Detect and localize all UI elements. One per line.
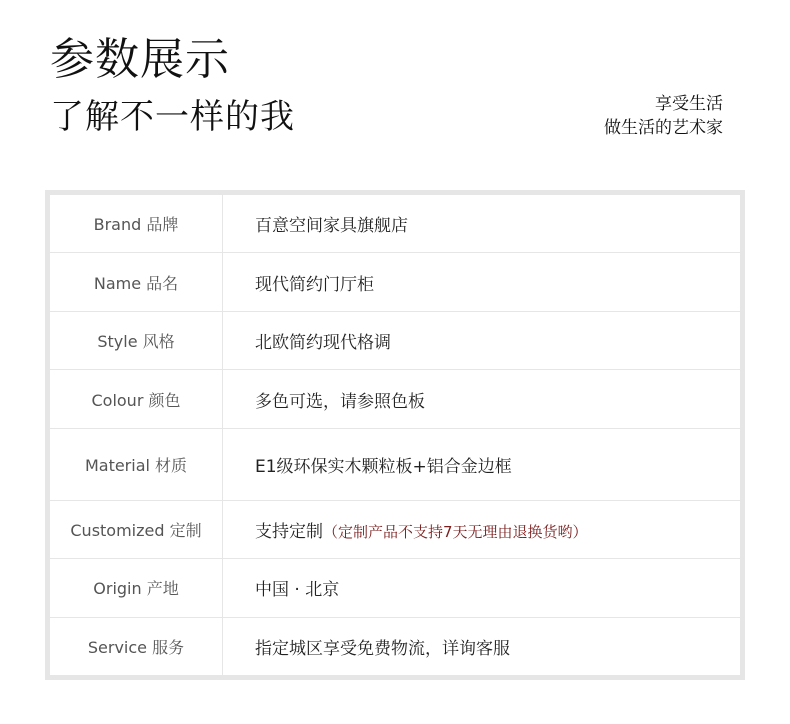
- slogan-line-2: 做生活的艺术家: [604, 118, 723, 138]
- table-row-origin: [50, 559, 741, 617]
- spec-table: [49, 194, 741, 676]
- table-row-name: [50, 253, 741, 311]
- spec-label: Style 风格: [50, 311, 223, 369]
- spec-value: 中国 · 北京: [223, 559, 741, 617]
- spec-value: 北欧简约现代格调: [223, 311, 741, 369]
- spec-label: Customized 定制: [50, 500, 223, 558]
- spec-value: E1级环保实木颗粒板+铝合金边框: [223, 428, 741, 500]
- page-subtitle: 了解不一样的我: [50, 97, 295, 137]
- spec-value-cell: [223, 500, 741, 558]
- table-row-style: [50, 311, 741, 369]
- spec-value: 多色可选，请参照色板: [223, 370, 741, 428]
- spec-table-frame: [45, 190, 745, 680]
- spec-value: 百意空间家具旗舰店: [223, 195, 741, 253]
- page-title: 参数展示: [50, 34, 230, 85]
- spec-value: 指定城区享受免费物流，详询客服: [223, 617, 741, 676]
- table-row-service: [50, 617, 741, 676]
- spec-label: Brand 品牌: [50, 195, 223, 253]
- slogan: [604, 92, 723, 140]
- spec-value: 支持定制: [255, 521, 323, 542]
- spec-label: Material 材质: [50, 428, 223, 500]
- table-row-customized: [50, 500, 741, 558]
- table-row-brand: [50, 195, 741, 253]
- slogan-line-1: 享受生活: [655, 94, 723, 114]
- spec-label: Origin 产地: [50, 559, 223, 617]
- spec-label: Service 服务: [50, 617, 223, 676]
- customization-note: （定制产品不支持7天无理由退换货哟）: [323, 522, 588, 541]
- spec-label: Colour 颜色: [50, 370, 223, 428]
- table-row-colour: [50, 370, 741, 428]
- spec-value: 现代简约门厅柜: [223, 253, 741, 311]
- table-row-material: [50, 428, 741, 500]
- spec-label: Name 品名: [50, 253, 223, 311]
